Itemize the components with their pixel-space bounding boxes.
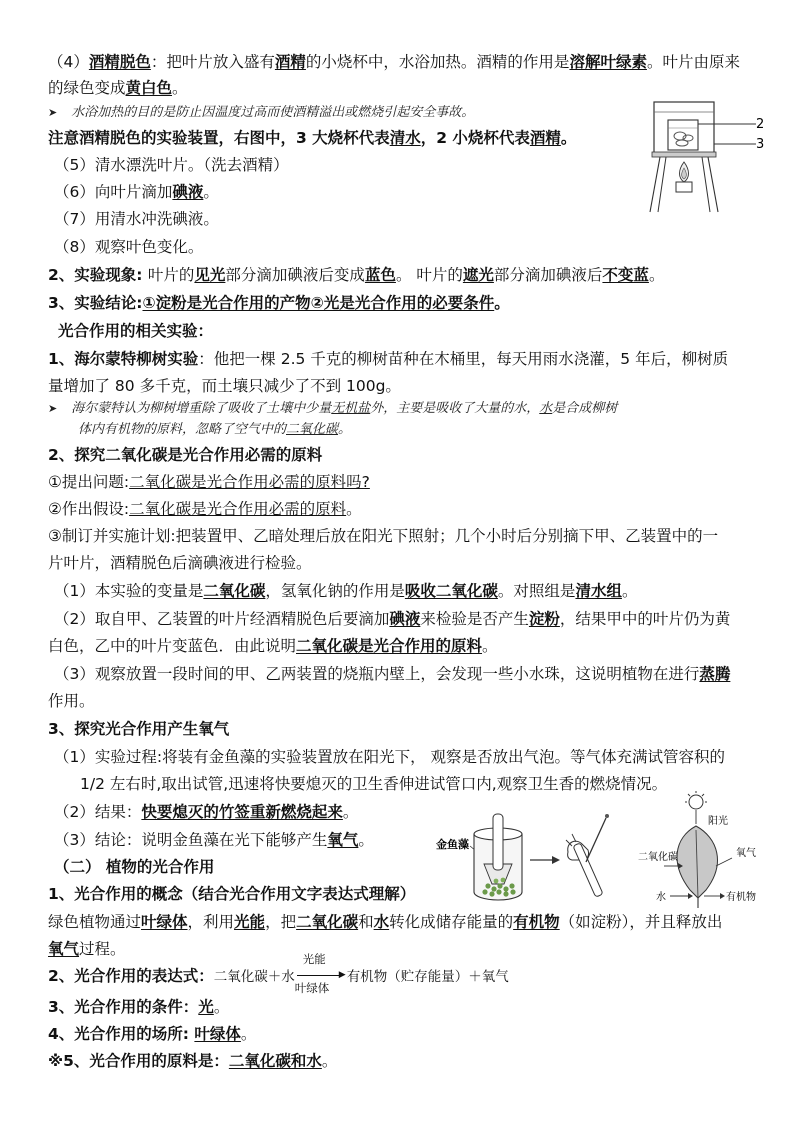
- oxygen-process-1: （1）实验过程:将装有金鱼藻的实验装置放在阳光下， 观察是否放出气泡。等气体充满试管容积的: [54, 748, 726, 766]
- result-line-1: （2）取自甲、乙装置的叶片经酒精脱色后要滴加碘液来检验是否产生淀粉，结果甲中的叶片仍为黄: [54, 610, 731, 628]
- formula-line: 2、光合作用的表达式：二氧化碳＋水 光能 ▶ 叶绿体 有机物（贮存能量）＋氧气: [48, 952, 509, 995]
- alcohol-device-note: 注意酒精脱色的实验装置，右图中，3 大烧杯代表清水，2 小烧杯代表酒精。: [48, 129, 577, 147]
- plan-line-1: ③制订并实施计划:把装置甲、乙暗处理后放在阳光下照射；几个小时后分别摘下甲、乙装置中的一: [48, 527, 719, 545]
- concept-heading: 1、光合作用的概念（结合光合作用文字表达式理解）: [48, 885, 416, 903]
- part-2-heading: （二） 植物的光合作用: [54, 858, 215, 876]
- oxygen-process-2: 1/2 左右时,取出试管,迅速将快要熄灭的卫生香伸进试管口内,观察卫生香的燃烧情况。: [80, 775, 668, 793]
- condition-line: 3、光合作用的条件：光。: [48, 998, 230, 1016]
- step-6: （6）向叶片滴加碘液。: [54, 183, 219, 201]
- result-line-2: 白色，乙中的叶片变蓝色．由此说明二氧化碳是光合作用的原料。: [48, 637, 498, 655]
- svg-text:水: 水: [656, 892, 666, 903]
- water-bath-figure: [646, 96, 768, 214]
- svg-text:有机物: 有机物: [726, 892, 756, 903]
- step-8: （8）观察叶色变化。: [54, 238, 204, 256]
- heading-oxygen-experiment: 3、探究光合作用产生氧气: [48, 720, 230, 738]
- helmont-line-1: 1、海尔蒙特柳树实验：他把一棵 2.5 千克的柳树苗种在木桶里，每天用雨水浇灌，5 年后，柳树质: [48, 350, 729, 368]
- elodea-experiment-figure: [436, 812, 626, 908]
- reaction-arrow: 光能 ▶ 叶绿体: [294, 952, 346, 995]
- step-4-line-2: 的绿色变成黄白色。: [48, 79, 188, 97]
- location-line: 4、光合作用的场所: 叶绿体。: [48, 1025, 257, 1043]
- step-5: （5）清水漂洗叶片。（洗去酒精）: [54, 156, 289, 174]
- observe-line-1: （3）观察放置一段时间的甲、乙两装置的烧瓶内壁上，会发现一些小水珠，这说明植物在进行蒸腾: [54, 665, 731, 683]
- note-water-bath: ➤ 水浴加热的目的是防止因温度过高而使酒精溢出或燃烧引起安全事故。: [48, 105, 475, 120]
- variable-line: （1）本实验的变量是二氧化碳，氢氧化钠的作用是吸收二氧化碳。对照组是清水组。: [54, 582, 638, 600]
- helmont-line-2: 量增加了 80 多千克，而土壤只减少了不到 100g。: [48, 377, 401, 395]
- oxygen-result: （2）结果：快要熄灭的竹签重新燃烧起来。: [54, 803, 359, 821]
- experiment-phenomenon: 2、实验现象: 叶片的见光部分滴加碘液后变成蓝色。 叶片的遮光部分滴加碘液后不变蓝。: [48, 266, 665, 284]
- raw-material-line: ※5、光合作用的原料是：二氧化碳和水。: [48, 1052, 338, 1070]
- svg-text:二氧化碳: 二氧化碳: [638, 852, 678, 863]
- section-related-experiments: 光合作用的相关实验：: [58, 322, 214, 340]
- svg-text:氧气: 氧气: [736, 848, 756, 859]
- heading-co2-experiment: 2、探究二氧化碳是光合作用必需的原料: [48, 446, 323, 464]
- step-7: （7）用清水冲洗碘液。: [54, 210, 219, 228]
- note-helmont-2: 体内有机物的原料，忽略了空气中的二氧化碳。: [78, 422, 352, 437]
- svg-text:2: 2: [756, 117, 765, 132]
- leaf-photosynthesis-figure: [634, 790, 764, 912]
- svg-text:3: 3: [756, 137, 765, 152]
- hypothesis-line: ②作出假设:二氧化碳是光合作用必需的原料。: [48, 500, 362, 518]
- experiment-conclusion: 3、实验结论:①淀粉是光合作用的产物②光是光合作用的必要条件。: [48, 294, 510, 312]
- concept-line-2: 氧气过程。: [48, 940, 126, 958]
- concept-line-1: 绿色植物通过叶绿体，利用光能，把二氧化碳和水转化成储存能量的有机物（如淀粉），并且释放出: [48, 913, 723, 931]
- note-helmont-1: ➤ 海尔蒙特认为柳树增重除了吸收了土壤中少量无机盐外，主要是吸收了大量的水，水是合成柳树: [48, 401, 618, 416]
- svg-text:金鱼藻: 金鱼藻: [436, 838, 469, 851]
- step-4-line: （4）酒精脱色：把叶片放入盛有酒精的小烧杯中，水浴加热。酒精的作用是溶解叶绿素。叶片由原来: [48, 53, 740, 71]
- question-line: ①提出问题:二氧化碳是光合作用必需的原料吗?: [48, 473, 370, 491]
- oxygen-conclusion: （3）结论：说明金鱼藻在光下能够产生氧气。: [54, 831, 374, 849]
- observe-line-2: 作用。: [48, 692, 95, 710]
- plan-line-2: 片叶片，酒精脱色后滴碘液进行检验。: [48, 554, 312, 572]
- svg-text:阳光: 阳光: [708, 816, 728, 827]
